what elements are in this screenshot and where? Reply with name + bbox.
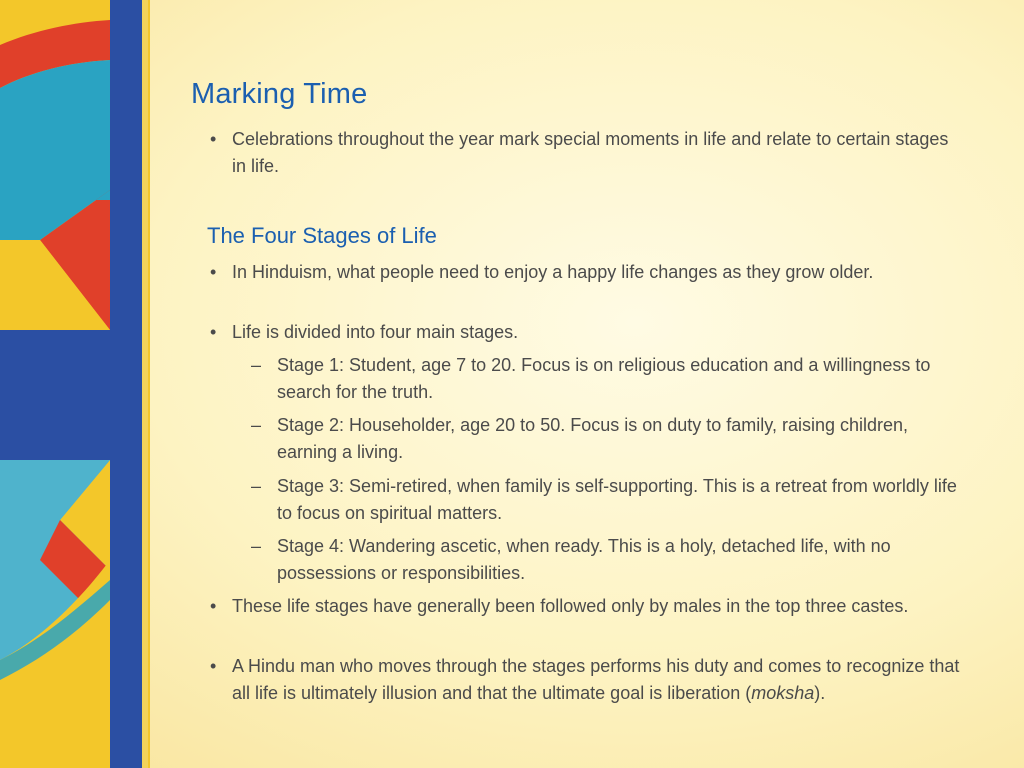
final-bullet — [210, 653, 962, 707]
stage-item — [251, 412, 967, 466]
dash-marker: – — [251, 536, 262, 556]
intro-bullet-text: Celebrations throughout the year mark special moments in life and relate to certain stages in life. — [232, 129, 949, 176]
final-bullet-text-after: ). — [814, 683, 826, 703]
bullet-item — [210, 259, 962, 286]
stage-text: Stage 1: Student, age 7 to 20. Focus is on religious education and a willingness to search for the truth. — [277, 355, 931, 402]
section-heading: The Four Stages of Life — [207, 223, 437, 248]
intro-bullet — [210, 126, 962, 180]
bullet-text: These life stages have generally been followed only by males in the top three castes. — [232, 596, 909, 616]
bullet-marker: • — [210, 262, 217, 282]
bullet-text: In Hinduism, what people need to enjoy a happy life changes as they grow older. — [232, 262, 874, 282]
bullet-item — [210, 319, 962, 346]
bullet-text: Life is divided into four main stages. — [232, 322, 519, 342]
bullet-marker: • — [210, 322, 217, 342]
stage-item — [251, 352, 967, 406]
stage-text: Stage 4: Wandering ascetic, when ready. This is a holy, detached life, with no possessions or responsibilities. — [277, 536, 891, 583]
dash-marker: – — [251, 355, 262, 375]
bullet-marker: • — [210, 656, 217, 676]
stage-item — [251, 533, 967, 587]
dash-marker: – — [251, 415, 262, 435]
slide-title: Marking Time — [191, 78, 368, 110]
stage-text: Stage 2: Householder, age 20 to 50. Focus is on duty to family, raising children, earning a living. — [277, 415, 909, 462]
stage-item — [251, 473, 967, 527]
bullet-marker: • — [210, 129, 217, 149]
moksha-term: moksha — [751, 683, 815, 703]
final-bullet-text-before: A Hindu man who moves through the stages performs his duty and comes to recognize that all life is ultimately illusion and that the ultimate goal is liberation ( — [232, 656, 960, 703]
bullet-marker: • — [210, 596, 217, 616]
stage-text: Stage 3: Semi-retired, when family is self-supporting. This is a retreat from worldly life to focus on spiritual matters. — [277, 476, 957, 523]
bullet-item — [210, 593, 962, 620]
dash-marker: – — [251, 476, 262, 496]
